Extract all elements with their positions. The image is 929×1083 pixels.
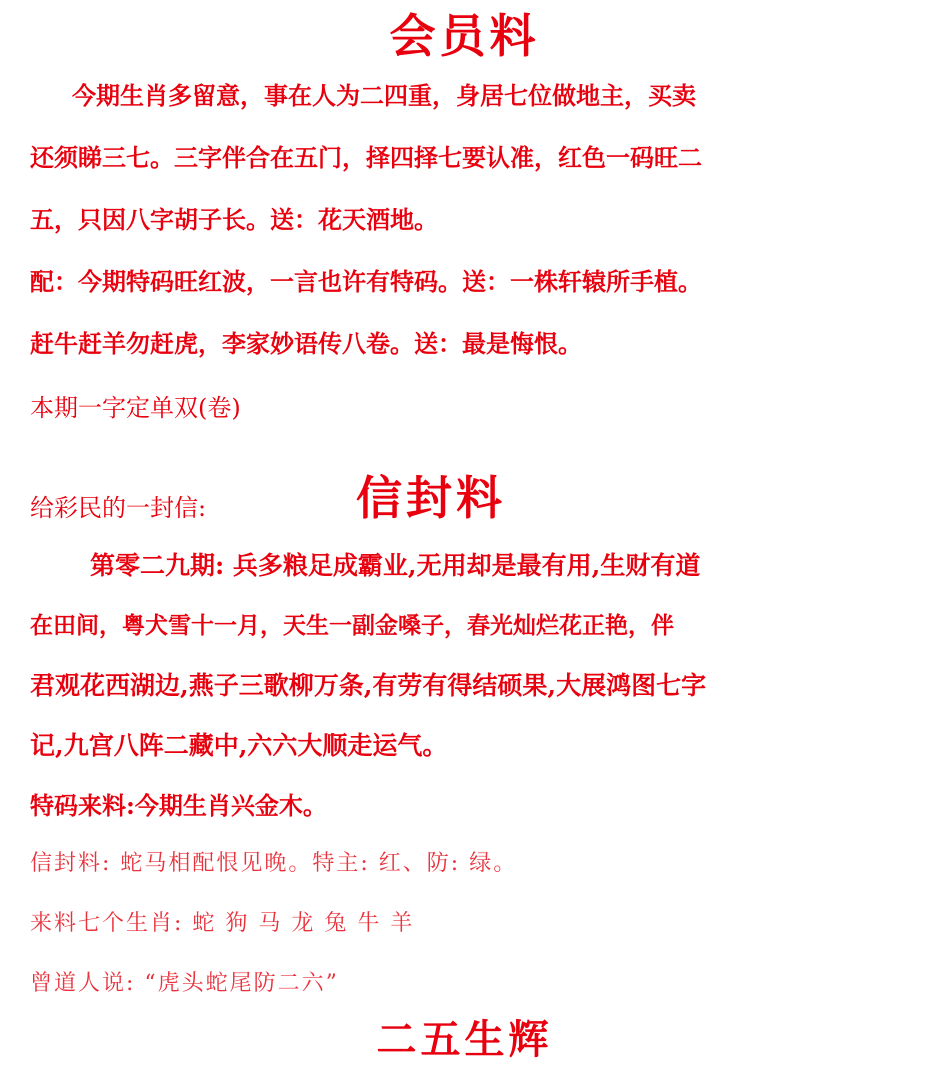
member-line: 赶牛赶羊勿赶虎，李家妙语传八卷。送：最是悔恨。: [30, 329, 582, 358]
letter-intro: 给彩民的一封信:: [30, 494, 207, 522]
letter-line: 曾道人说: “虎头蛇尾防二六”: [30, 971, 339, 996]
member-line: 本期一字定单双(卷): [30, 394, 241, 422]
letter-line: 来料七个生肖: 蛇 狗 马 龙 兔 牛 羊: [30, 911, 415, 936]
letter-line: 在田间，粤犬雪十一月，天生一副金嗓子，春光灿烂花正艳，伴: [30, 612, 674, 639]
letter-line: 君观花西湖边,燕子三歌柳万条,有劳有得结硕果,大展鸿图七字: [30, 671, 707, 700]
letter-line: 特码来料:今期生肖兴金木。: [30, 791, 327, 820]
member-line: 还须睇三七。三字伴合在五门，择四择七要认准，红色一码旺二: [30, 143, 702, 172]
letter-line: 信封料: 蛇马相配恨见晚。特主: 红、防: 绿。: [30, 851, 518, 876]
member-line: 今期生肖多留意，事在人为二四重，身居七位做地主，买卖: [72, 81, 696, 110]
letter-line: 记,九宫八阵二藏中,六六大顺走运气。: [30, 731, 448, 760]
member-title: 会员料: [389, 9, 540, 63]
member-line: 配：今期特码旺红波，一言也许有特码。送：一株轩辕所手植。: [30, 267, 702, 296]
footer-title: 二五生辉: [376, 1016, 553, 1063]
letter-title: 信封料: [356, 471, 506, 525]
letter-line: 第零二九期: 兵多粮足成霸业,无用却是最有用,生财有道: [90, 551, 701, 580]
member-line: 五，只因八字胡子长。送：花天酒地。: [30, 205, 438, 234]
